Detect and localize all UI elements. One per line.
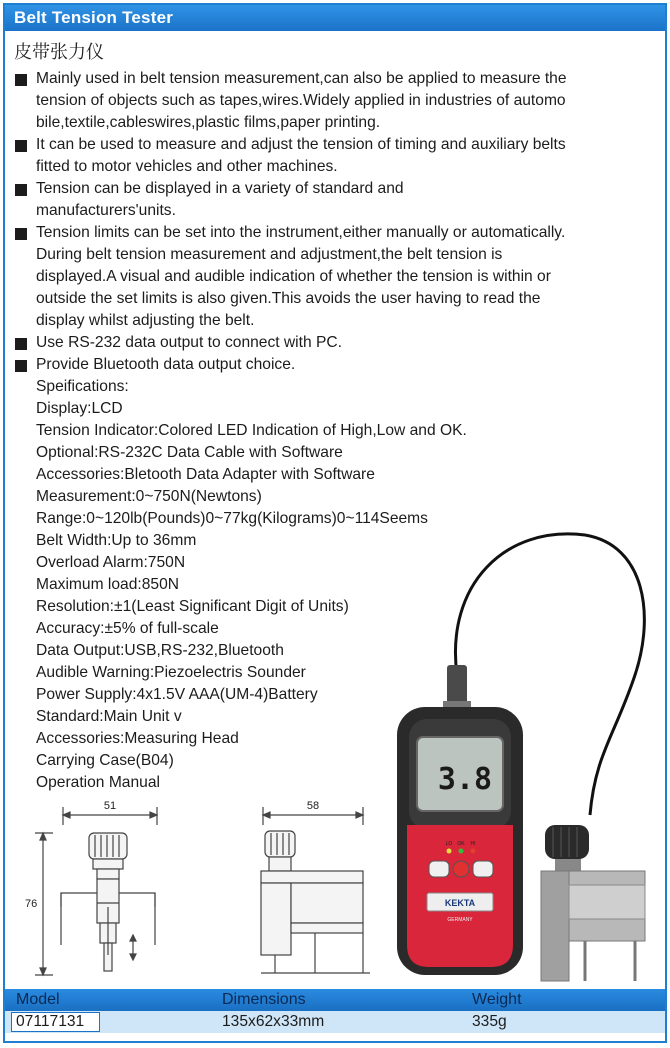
table-header [5,989,665,1011]
spec-line: Resolution:±1(Least Significant Digit of Units) [36,598,349,615]
led-label-hi: HI [470,841,476,847]
bullet-line: Mainly used in belt tension measurement,can also be applied to measure the [36,70,567,87]
cell-weight: 335g [472,1013,507,1030]
spec-line: Maximum load:850N [36,576,180,593]
col-header-model: Model [16,991,60,1008]
right-button [473,861,493,877]
brand-subtext: GERMANY [447,917,473,923]
bullet-line: It can be used to measure and adjust the tension of timing and auxiliary belts [36,136,566,153]
col-header-weight: Weight [472,991,522,1008]
bullet-line: tension of objects such as tapes,wires.Widely applied in industries of automo [36,92,566,109]
spec-line: Optional:RS-232C Data Cable with Software [36,444,343,461]
bullet-square-icon [15,360,27,372]
feature-bullet [14,178,664,222]
dimension-diagrams [25,795,405,985]
cell-model: 07117131 [16,1013,85,1030]
table-row [5,1011,665,1033]
spec-line: Display:LCD [36,400,123,417]
chinese-subtitle: 皮带张力仪 [14,42,104,63]
spec-line: Audible Warning:Piezoelectris Sounder [36,664,306,681]
page-title: Belt Tension Tester [14,8,174,27]
spec-line: Range:0~120lb(Pounds)0~77kg(Kilograms)0~114Seems [36,510,428,527]
led-label-lo: LO [445,841,453,847]
product-card [3,3,667,1043]
feature-bullet [14,332,664,354]
measuring-head [541,825,645,981]
feature-bullet [14,222,664,332]
bullet-line: During belt tension measurement and adjustment,the belt tension is [36,246,503,263]
spec-line: Speifications: [36,378,129,395]
brand-logo: KEKTA [444,898,476,908]
bullet-line: outside the set limits is also given.This avoids the user having to read the [36,290,541,307]
spec-line: Accuracy:±5% of full-scale [36,620,219,637]
feature-list [14,68,664,376]
power-button [453,861,469,877]
feature-bullet [14,68,664,134]
title-bar [5,5,665,31]
feature-bullet [14,134,664,178]
bullet-line: display whilst adjusting the belt. [36,312,255,329]
bullet-square-icon [15,228,27,240]
depth-dimension-label: 58 [306,800,320,812]
bullet-line: fitted to motor vehicles and other machines. [36,158,338,175]
left-button [429,861,449,877]
spec-line: Measurement:0~750N(Newtons) [36,488,262,505]
spec-line: Accessories:Bletooth Data Adapter with Software [36,466,375,483]
spec-line: Belt Width:Up to 36mm [36,532,197,549]
feature-bullet [14,354,664,376]
spec-line: Tension Indicator:Colored LED Indication of High,Low and OK. [36,422,467,439]
bullet-line: Use RS-232 data output to connect with PC. [36,334,342,351]
model-table [5,989,665,1033]
col-header-dimensions: Dimensions [222,991,306,1008]
belt-tension-tester-image [385,525,665,985]
cable-connector [447,665,467,705]
height-dimension-label: 76 [25,898,38,910]
bullet-square-icon [15,74,27,86]
bullet-line: bile,textile,cableswires,plastic films,paper printing. [36,114,381,131]
side-view-diagram [261,807,370,973]
spec-line: Accessories:Measuring Head [36,730,239,747]
bullet-square-icon [15,140,27,152]
spec-line: Standard:Main Unit v [36,708,182,725]
front-view-diagram [35,807,157,975]
bullet-line: Tension can be displayed in a variety of standard and [36,180,404,197]
spec-line: Overload Alarm:750N [36,554,186,571]
bullet-line: displayed.A visual and audible indication of whether the tension is within or [36,268,551,285]
spec-line: Carrying Case(B04) [36,752,174,769]
bullet-line: Tension limits can be set into the instrument,either manually or automatically. [36,224,566,241]
bullet-line: manufacturers'units. [36,202,176,219]
cell-dimensions: 135x62x33mm [222,1013,325,1030]
bullet-square-icon [15,184,27,196]
bullet-square-icon [15,338,27,350]
spec-line: Operation Manual [36,774,160,791]
width-dimension-label: 51 [103,800,117,812]
bullet-line: Provide Bluetooth data output choice. [36,356,296,373]
lcd-reading: 3.8 [437,762,493,797]
spec-line: Power Supply:4x1.5V AAA(UM-4)Battery [36,686,318,703]
led-label-ok: OK [457,841,465,847]
spec-line: Data Output:USB,RS-232,Bluetooth [36,642,284,659]
